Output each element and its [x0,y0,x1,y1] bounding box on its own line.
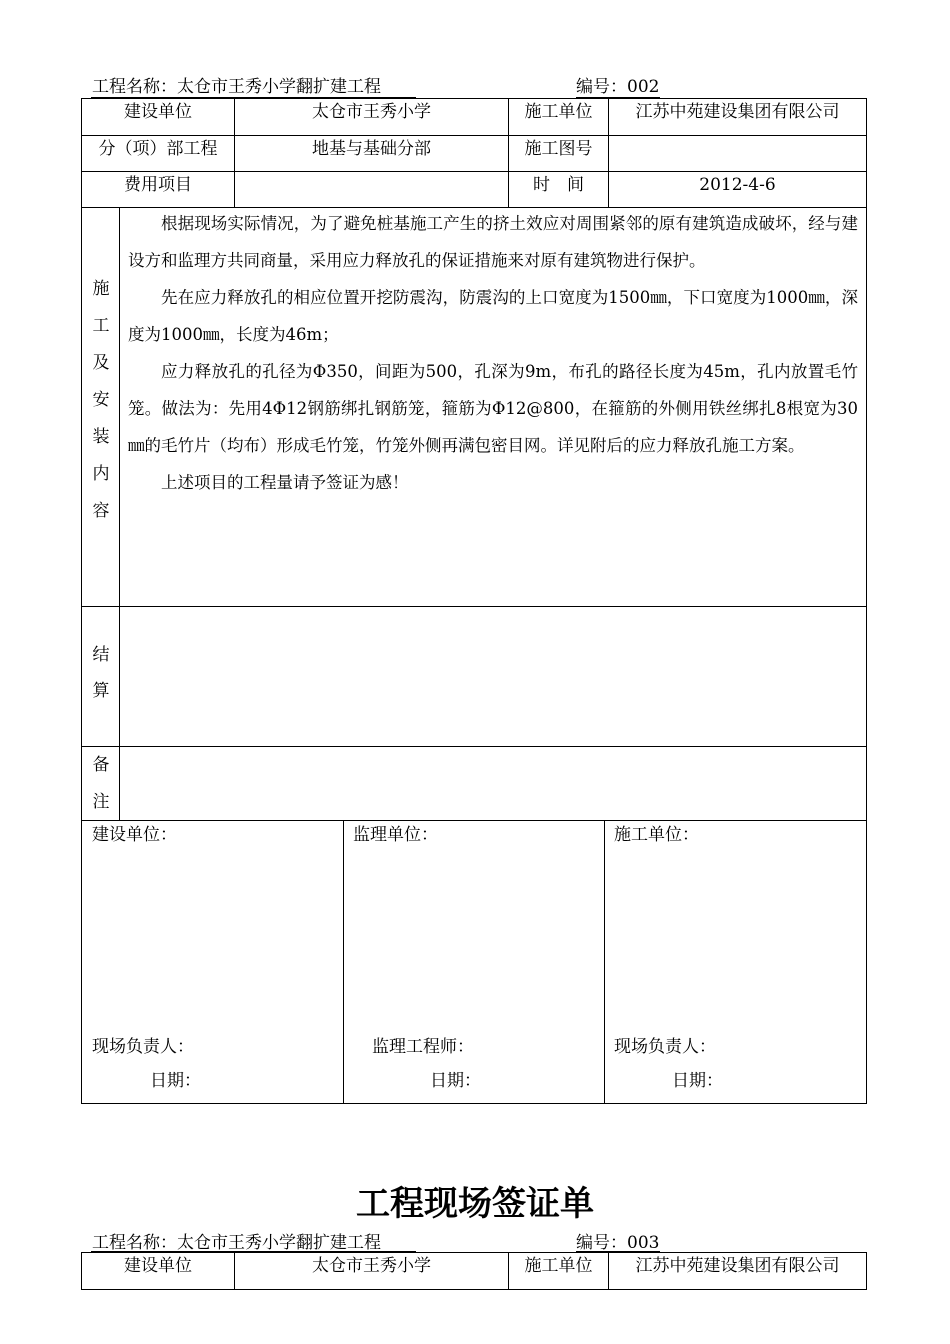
row-divider [81,606,867,607]
construction-content-text [128,205,858,501]
label-char: 装 [92,427,110,447]
contractor-value: 江苏中苑建设集团有限公司 [635,102,840,122]
owner-label: 建设单位 [124,102,192,122]
content-paragraph: 上述项目的工程量请予签证为感！ [161,473,409,492]
label-char: 注 [92,792,110,812]
row-divider [81,746,867,747]
row-divider [81,135,867,136]
label-char: 算 [92,681,110,701]
label-char: 安 [92,390,110,410]
label-char: 结 [92,645,110,665]
settlement-label [91,640,111,712]
project-name: 工程名称：太仓市王秀小学翻扩建工程 [92,1233,381,1253]
project-name: 工程名称：太仓市王秀小学翻扩建工程 [92,77,381,97]
owner-value: 太仓市王秀小学 [312,1256,431,1276]
supervisor-person-label: 监理工程师： [372,1037,474,1057]
supervisor-date-label: 日期： [430,1071,481,1091]
label-char: 及 [92,353,110,373]
subproject-value: 地基与基础分部 [312,139,431,159]
contractor-value: 江苏中苑建设集团有限公司 [635,1256,840,1276]
content-paragraph: 根据现场实际情况，为了避免桩基施工产生的挤土效应对周围紧邻的原有建筑造成破坏，经与建设方和监理方共同商量，采用应力释放孔的保证措施来对原有建筑物进行保护。 [128,214,858,270]
serial-number: 编号：002 [576,77,660,97]
contractor-person-label: 现场负责人： [614,1037,716,1057]
contractor-date-label: 日期： [672,1071,723,1091]
label-char: 备 [92,755,110,775]
owner-unit-sign-label: 建设单位： [92,825,177,845]
remarks-label [91,750,111,824]
contractor-label: 施工单位 [524,102,593,122]
construction-content-label [91,274,111,533]
label-char: 工 [92,316,110,336]
drawing-label: 施工图号 [524,139,593,159]
form-title: 工程现场签证单 [356,1184,594,1224]
col-divider [604,820,605,1104]
time-value: 2012-4-6 [699,175,776,195]
row-divider [81,820,867,821]
contractor-unit-sign-label: 施工单位： [614,825,699,845]
label-char: 容 [92,501,110,521]
supervisor-unit-sign-label: 监理单位： [353,825,438,845]
content-paragraph: 先在应力释放孔的相应位置开挖防震沟，防震沟的上口宽度为1500㎜，下口宽度为1000㎜，深度为1000㎜，长度为46m； [128,288,858,344]
owner-date-label: 日期： [150,1071,201,1091]
col-divider [343,820,344,1104]
owner-value: 太仓市王秀小学 [312,102,431,122]
label-char: 施 [92,279,110,299]
time-label: 时 间 [533,175,584,195]
subproject-label: 分（项）部工程 [98,139,218,159]
owner-label: 建设单位 [124,1256,192,1276]
content-paragraph: 应力释放孔的孔径为Φ350，间距为500，孔深为9m，布孔的路径长度为45m，孔内放置毛竹笼。做法为：先用4Φ12钢筋绑扎钢筋笼，箍筋为Φ12@800，在箍筋的外侧用铁丝绑扎8根宽为30㎜的毛竹片（均布）形成毛竹笼，竹笼外侧再满包密目网。详见附后的应力释放孔施工方案。 [128,362,858,455]
contractor-label: 施工单位 [524,1256,593,1276]
serial-number: 编号：003 [576,1233,660,1253]
label-char: 内 [92,464,110,484]
row-divider [81,171,867,172]
cost-item-label: 费用项目 [124,175,192,195]
col-divider [119,207,120,820]
owner-person-label: 现场负责人： [92,1037,194,1057]
